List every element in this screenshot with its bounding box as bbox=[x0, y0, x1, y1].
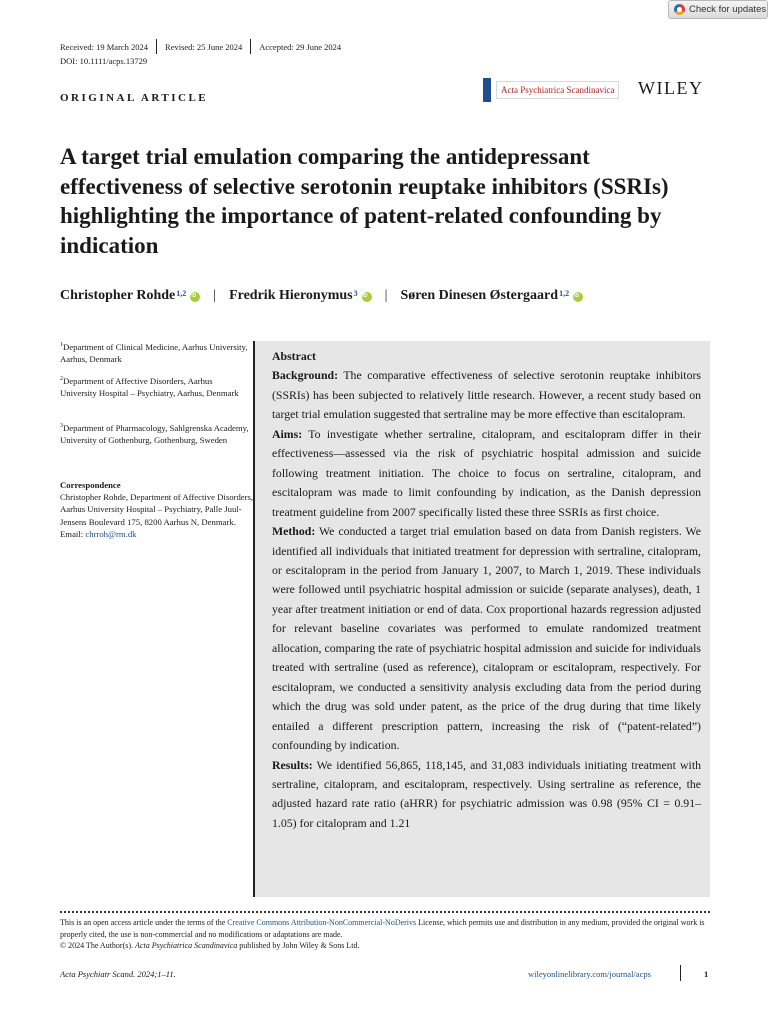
copyright-journal: Acta Psychiatrica Scandinavica bbox=[135, 941, 238, 950]
author-affiliation-marker: 1,2 bbox=[176, 288, 187, 298]
license-notice bbox=[60, 917, 710, 952]
abstract-body bbox=[272, 347, 701, 833]
email-label: Email: bbox=[60, 528, 86, 539]
email-link[interactable]: chrroh@rm.dk bbox=[85, 528, 137, 539]
abstract-section-text: We conducted a target trial emulation based on data from Danish registers. We identified all individuals that initiated treatment for depression with sertraline, citalopram, or escitalopram in the period from January 1, 2007, to March 1, 2019. These individuals were followed until psychiatric hospital admission or suicide (separate analyses), death, 1 year after treatment initiation or end of data. Cox proportional hazards regression adjusted for relevant baseline covariates was performed to emulate randomized treatment allocation, comparing the rate of psychiatric hospital admission and suicide for individuals treated with sertraline (used as reference), citalopram or escitalopram, respectively. For escitalopram, we conducted a sensitivity analysis excluding data from the period during which the drug was sold under patent, as the price of the drug during that time likely entailed a different prescription pattern, increasing the risk of (“patent-related”) confounding by indication. bbox=[272, 524, 701, 753]
author-list bbox=[60, 288, 583, 304]
affiliation bbox=[60, 420, 250, 446]
author-affiliation-marker: 3 bbox=[353, 288, 358, 298]
article-title: A target trial emulation comparing the antidepressant effectiveness of selective serotonin reuptake inhibitors (SSRIs) highlighting the importance of patent-related confounding by indication bbox=[60, 144, 669, 258]
license-post: License, which permits use and distribution in any medium, provided the original work is properly cited, the use is non-commercial and no modifications or adaptations are made. bbox=[60, 918, 705, 939]
orcid-icon[interactable] bbox=[573, 292, 583, 302]
license-link[interactable]: Creative Commons Attribution-NonCommercial-NoDerivs bbox=[227, 918, 417, 927]
abstract-section-label: Method: bbox=[272, 524, 316, 539]
journal-logo-name: Acta Psychiatrica Scandinavica bbox=[496, 81, 619, 99]
orcid-icon[interactable] bbox=[190, 292, 200, 302]
check-for-updates-button[interactable] bbox=[668, 0, 768, 19]
doi[interactable]: DOI: 10.1111/acps.13729 bbox=[60, 56, 148, 66]
correspondence-email-line bbox=[60, 528, 255, 540]
affiliation-text: Department of Clinical Medicine, Aarhus University, Aarhus, Denmark bbox=[60, 341, 248, 365]
orcid-icon[interactable] bbox=[362, 292, 372, 302]
author-name[interactable]: Søren Dinesen Østergaard bbox=[400, 288, 559, 303]
revised-date: Revised: 25 June 2024 bbox=[165, 41, 243, 52]
crossmark-icon bbox=[674, 4, 685, 15]
received-date: Received: 19 March 2024 bbox=[60, 41, 149, 52]
page-number: 1 bbox=[704, 969, 709, 979]
abstract-section-text: To investigate whether sertraline, citalopram, and escitalopram differ in their effectiveness—assessed via the risk of psychiatric hospital admission and suicide following treatment initiation. The choice to focus on sertraline, citalopram, and escitalopram was made to limit confounding by indication, as the Danish depression treatment guideline from 2007 specifically listed these three SSRIs as first choice. bbox=[272, 426, 701, 519]
abstract-section bbox=[272, 756, 701, 834]
abstract-section-label: Aims: bbox=[272, 426, 303, 441]
affiliation-number: 2 bbox=[60, 376, 63, 382]
author-affiliation-marker: 1,2 bbox=[559, 288, 570, 298]
affiliation-text: Department of Pharmacology, Sahlgrenska Academy, University of Gothenburg, Gothenburg, Sweden bbox=[60, 422, 249, 446]
abstract-section-label: Results: bbox=[272, 757, 313, 772]
page-divider bbox=[680, 965, 681, 981]
journal-url-link[interactable]: wileyonlinelibrary.com/journal/acps bbox=[528, 969, 651, 979]
license-text bbox=[60, 917, 710, 940]
article-dates bbox=[60, 39, 341, 54]
affiliation bbox=[60, 339, 250, 365]
abstract-box bbox=[253, 341, 710, 897]
date-divider bbox=[156, 39, 157, 54]
correspondence bbox=[60, 479, 255, 540]
affiliation-number: 3 bbox=[60, 423, 63, 429]
copyright-line bbox=[60, 940, 710, 952]
correspondence-text: Christopher Rohde, Department of Affective Disorders, Aarhus University Hospital – Psychiatry, Palle Juul-Jensens Boulevard 175, 8200 Aarhus N, Denmark. bbox=[60, 492, 254, 527]
abstract-heading: Abstract bbox=[272, 349, 316, 363]
journal-logo-bar bbox=[483, 78, 491, 102]
footer-divider bbox=[60, 911, 710, 913]
abstract-section bbox=[272, 366, 701, 424]
abstract-section-text: We identified 56,865, 118,145, and 31,083 individuals initiating treatment with sertraline, citalopram, and escitalopram, respectively. Using sertraline as reference, the adjusted hazard rate ratio (aHRR) for psychiatric admission was 0.98 (95% CI = 0.91–1.05) for citalopram and 1.21 bbox=[272, 757, 701, 830]
abstract-section bbox=[272, 522, 701, 755]
date-divider bbox=[250, 39, 251, 54]
article-type: ORIGINAL ARTICLE bbox=[60, 92, 209, 104]
affiliation-text: Department of Affective Disorders, Aarhus University Hospital – Psychiatry, Aarhus, Denmark bbox=[60, 375, 239, 399]
author-separator: | bbox=[213, 288, 217, 303]
journal-logo[interactable] bbox=[483, 78, 619, 102]
copyright-pre: © 2024 The Author(s). bbox=[60, 941, 136, 950]
affiliation bbox=[60, 373, 250, 399]
publisher-logo[interactable]: WILEY bbox=[638, 78, 704, 98]
abstract-section bbox=[272, 425, 701, 522]
abstract-section-text: The comparative effectiveness of selective serotonin reuptake inhibitors (SSRIs) has been subjected to relatively little research. However, a recent study based on target trial emulation suggested that sertraline may be more effective than escitalopram. bbox=[272, 368, 701, 422]
affiliation-number: 1 bbox=[60, 342, 63, 348]
author-name[interactable]: Fredrik Hieronymus bbox=[229, 288, 353, 303]
author-name[interactable]: Christopher Rohde bbox=[60, 288, 176, 303]
author-separator: | bbox=[384, 288, 388, 303]
abstract-section-label: Background: bbox=[272, 368, 338, 383]
check-for-updates-label: Check for updates bbox=[689, 4, 767, 15]
accepted-date: Accepted: 29 June 2024 bbox=[259, 41, 342, 52]
correspondence-heading: Correspondence bbox=[60, 480, 121, 490]
journal-citation: Acta Psychiatr Scand. 2024;1–11. bbox=[60, 969, 176, 979]
license-pre: This is an open access article under the terms of the bbox=[60, 918, 228, 927]
copyright-post: published by John Wiley & Sons Ltd. bbox=[237, 941, 360, 950]
